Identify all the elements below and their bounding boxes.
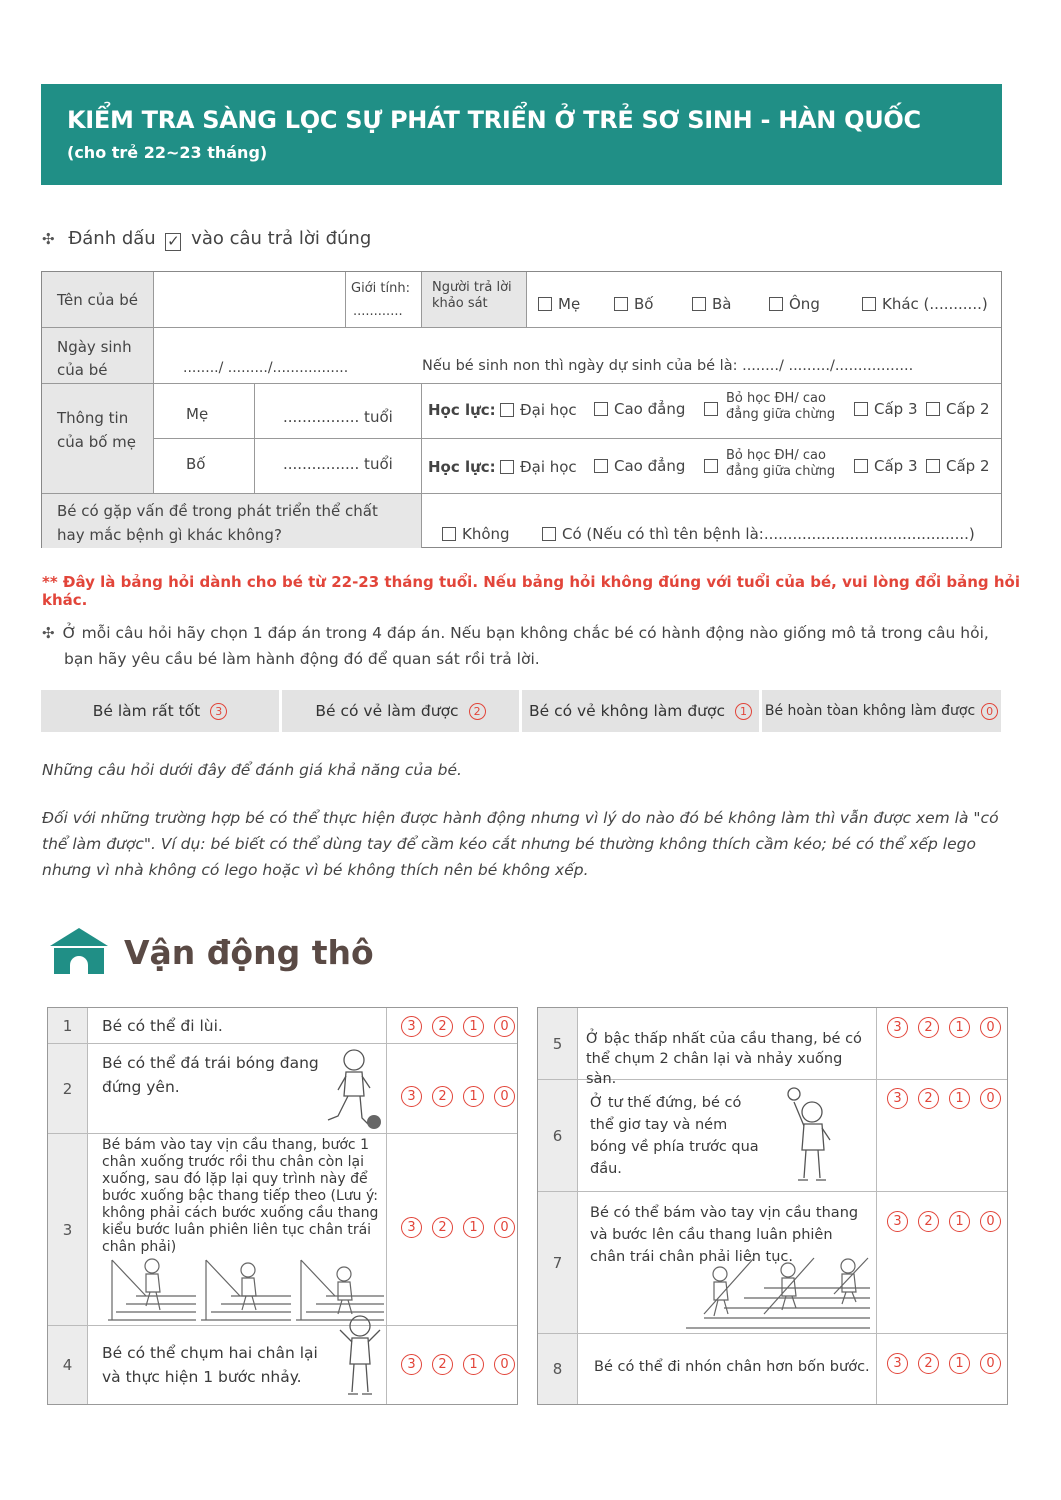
- answer-0[interactable]: 0: [494, 1354, 515, 1375]
- answer-1[interactable]: 1: [463, 1354, 484, 1375]
- answer-options: [401, 1217, 515, 1238]
- father-edu-highschool[interactable]: Cấp 3: [854, 457, 918, 475]
- question-row: 3 Bé bám vào tay vịn cầu thang, bước 1 chân xuống trước rồi thu chân còn lại xuống, sau đó lặp lại quy trình này để bước xuống bậc thang tiếp theo (Lưu ý: không phải cách bước xuống cầu thang kiểu bước luân phiên liên tục chân trái chân phải) 3 2 1 0: [48, 1134, 517, 1326]
- father-edu-secondary[interactable]: Cấp 2: [926, 457, 990, 475]
- checkbox-icon: [704, 459, 718, 473]
- dob-field[interactable]: ......../ ........./.................: [183, 360, 349, 376]
- mother-age-field[interactable]: ................ tuổi: [283, 408, 393, 426]
- child-kicking-ball-illustration: [318, 1046, 386, 1132]
- checkbox-icon: [594, 459, 608, 473]
- question-text: Bé bám vào tay vịn cầu thang, bước 1 chân xuống trước rồi thu chân còn lại xuống, sau đó lặp lại quy trình này để bước xuống bậc thang tiếp theo (Lưu ý: không phải cách bước xuống cầu thang kiểu bước luân phiên liên tục chân trái chân phải): [102, 1137, 379, 1255]
- checkbox-check-icon: ✓: [167, 232, 180, 250]
- answer-1[interactable]: 1: [463, 1016, 484, 1037]
- child-stairs-up-illustration: [684, 1254, 874, 1332]
- checkbox-icon: [769, 297, 783, 311]
- mother-edu-highschool[interactable]: Cấp 3: [854, 400, 918, 418]
- answer-0[interactable]: 0: [494, 1016, 515, 1037]
- answer-1[interactable]: 1: [949, 1353, 970, 1374]
- respondent-grandmother[interactable]: Bà: [692, 295, 731, 313]
- answer-3[interactable]: 3: [887, 1353, 908, 1374]
- child-name-label: Tên của bé: [57, 291, 139, 309]
- score-3-icon: 3: [210, 703, 227, 720]
- bullet-icon: ✣: [42, 230, 55, 248]
- section-title: Vận động thô: [124, 933, 374, 972]
- respondent-label: Người trả lời khảo sát: [432, 280, 512, 311]
- question-row: 6 Ở tư thế đứng, bé có thể giơ tay và ném bóng về phía trước qua đầu. 3 2 1 0: [538, 1080, 1007, 1192]
- answer-1[interactable]: 1: [463, 1086, 484, 1107]
- answer-0[interactable]: 0: [980, 1088, 1001, 1109]
- due-date-field[interactable]: Nếu bé sinh non thì ngày dự sinh của bé là: ......../ ........./.................: [422, 358, 914, 374]
- answer-3[interactable]: 3: [401, 1086, 422, 1107]
- answer-options: [401, 1016, 515, 1037]
- mother-edu-university[interactable]: Đại học: [500, 401, 577, 419]
- father-edu-dropout[interactable]: [704, 457, 724, 475]
- question-text: Ở bậc thấp nhất của cầu thang, bé có thể chụm 2 chân lại và nhảy xuống sàn.: [586, 1031, 862, 1087]
- questions-table-left: [47, 1007, 518, 1405]
- score-scale: [41, 690, 1001, 732]
- father-edu-dropout-label: Bỏ học ĐH/ cao đẳng giữa chừng: [726, 448, 836, 479]
- father-edu-college[interactable]: Cao đẳng: [594, 457, 685, 475]
- mother-edu-secondary[interactable]: Cấp 2: [926, 400, 990, 418]
- question-row: 2 Bé có thể đá trái bóng đang đứng yên. 3 2 1 0: [48, 1044, 517, 1134]
- answer-0[interactable]: 0: [980, 1353, 1001, 1374]
- respondent-mother[interactable]: Mẹ: [538, 295, 580, 313]
- question-row: 1 Bé có thể đi lùi. 3 2 1 0: [48, 1008, 517, 1044]
- checkbox-icon: [926, 459, 940, 473]
- answer-2[interactable]: 2: [918, 1088, 939, 1109]
- score-2-icon: 2: [469, 703, 486, 720]
- question-text: Bé có thể chụm hai chân lại và thực hiện 1 bước nhảy.: [102, 1344, 318, 1386]
- gender-label: Giới tính:: [351, 281, 410, 296]
- respondent-father[interactable]: Bố: [614, 295, 653, 313]
- parents-label: Thông tin của bố mẹ: [57, 409, 137, 451]
- instruction-line: [42, 228, 371, 251]
- mother-edu-dropout-label: Bỏ học ĐH/ cao đẳng giữa chừng: [726, 391, 836, 422]
- mother-education-label: Học lực:: [428, 401, 496, 419]
- question-row: 8 Bé có thể đi nhón chân hơn bốn bước. 3 2 1 0: [538, 1334, 1007, 1404]
- intro-paragraph: Những câu hỏi dưới đây để đánh giá khả năng của bé.: [42, 761, 462, 779]
- info-table: [41, 271, 1002, 548]
- health-no-option[interactable]: Không: [442, 525, 510, 543]
- scale-cannot: Bé có vẻ không làm được 1: [522, 690, 759, 732]
- score-1-icon: 1: [735, 703, 752, 720]
- header-banner: [41, 84, 1002, 185]
- answer-options: [401, 1354, 515, 1375]
- answer-1[interactable]: 1: [463, 1217, 484, 1238]
- answer-options: [887, 1211, 1001, 1232]
- answer-2[interactable]: 2: [432, 1217, 453, 1238]
- child-name-field[interactable]: [154, 273, 344, 326]
- mother-edu-dropout[interactable]: [704, 400, 724, 418]
- answer-3[interactable]: 3: [401, 1354, 422, 1375]
- answer-3[interactable]: 3: [401, 1016, 422, 1037]
- answer-2[interactable]: 2: [918, 1353, 939, 1374]
- answer-options: [401, 1086, 515, 1107]
- answer-3[interactable]: 3: [887, 1211, 908, 1232]
- instruction-before: Đánh dấu: [68, 228, 156, 249]
- question-row: 4 Bé có thể chụm hai chân lại và thực hiện 1 bước nhảy. 3 2 1 0: [48, 1326, 517, 1404]
- scale-very-good: Bé làm rất tốt 3: [41, 690, 279, 732]
- checkbox-icon: [926, 402, 940, 416]
- checkbox-icon: [854, 402, 868, 416]
- checkbox-icon: [500, 403, 514, 417]
- respondent-grandfather[interactable]: Ông: [769, 295, 820, 313]
- bullet-icon: ✣: [42, 624, 55, 642]
- answer-note: ✣ Ở mỗi câu hỏi hãy chọn 1 đáp án trong 4 đáp án. Nếu bạn không chắc bé có hành động nào giống mô tả trong câu hỏi, bạn hãy yêu cầu bé làm hành động đó để quan sát rồi trả lời.: [42, 624, 989, 668]
- score-0-icon: 0: [981, 703, 998, 720]
- question-text: Bé có thể đi nhón chân hơn bốn bước.: [594, 1359, 870, 1375]
- question-row: 5 Ở bậc thấp nhất của cầu thang, bé có thể chụm 2 chân lại và nhảy xuống sàn. 3 2 1 0: [538, 1008, 1007, 1080]
- answer-0[interactable]: 0: [980, 1017, 1001, 1038]
- answer-0[interactable]: 0: [494, 1217, 515, 1238]
- checkbox-icon: [442, 527, 456, 541]
- page-title: KIỂM TRA SÀNG LỌC SỰ PHÁT TRIỂN Ở TRẺ SƠ SINH - HÀN QUỐC: [67, 106, 921, 134]
- age-warning: ** Đây là bảng hỏi dành cho bé từ 22-23 tháng tuổi. Nếu bảng hỏi không đúng với tuổi của bé, vui lòng đổi bảng hỏi khác.: [42, 573, 1021, 609]
- questions-table-right: [537, 1007, 1008, 1405]
- instruction-after: vào câu trả lời đúng: [191, 228, 372, 249]
- answer-2[interactable]: 2: [432, 1086, 453, 1107]
- answer-1[interactable]: 1: [949, 1088, 970, 1109]
- checkbox-icon: [594, 402, 608, 416]
- checkbox-icon: [854, 459, 868, 473]
- answer-2[interactable]: 2: [432, 1016, 453, 1037]
- answer-2[interactable]: 2: [918, 1017, 939, 1038]
- answer-0[interactable]: 0: [494, 1086, 515, 1107]
- health-question: Bé có gặp vấn đề trong phát triển thể chất hay mắc bệnh gì khác không?: [57, 502, 378, 544]
- checkbox-icon: [500, 460, 514, 474]
- checkbox-icon: [862, 297, 876, 311]
- answer-2[interactable]: 2: [918, 1211, 939, 1232]
- answer-3[interactable]: 3: [401, 1217, 422, 1238]
- question-text: Ở tư thế đứng, bé có thể giơ tay và ném bóng về phía trước qua đầu.: [590, 1095, 759, 1177]
- child-jumping-illustration: [330, 1310, 390, 1402]
- dob-label: Ngày sinh của bé: [57, 338, 132, 379]
- answer-options: [887, 1017, 1001, 1038]
- answer-3[interactable]: 3: [887, 1017, 908, 1038]
- gender-field[interactable]: ............: [353, 304, 403, 319]
- father-education-label: Học lực:: [428, 458, 496, 476]
- question-text: Bé có thể đá trái bóng đang đứng yên.: [102, 1054, 319, 1096]
- house-icon: [48, 926, 110, 976]
- question-row: 7 Bé có thể bám vào tay vịn cầu thang và bước lên cầu thang luân phiên chân trái chân phải liên tục. 3 2 1 0: [538, 1192, 1007, 1334]
- checkbox-icon: [542, 527, 556, 541]
- checkbox-icon: [614, 297, 628, 311]
- child-throwing-ball-illustration: [778, 1086, 844, 1186]
- answer-1[interactable]: 1: [949, 1017, 970, 1038]
- mother-label: Mẹ: [186, 405, 209, 423]
- question-text: Bé có thể đi lùi.: [102, 1017, 223, 1035]
- answer-options: [887, 1353, 1001, 1374]
- answer-0[interactable]: 0: [980, 1211, 1001, 1232]
- answer-options: [887, 1088, 1001, 1109]
- father-edu-university[interactable]: Đại học: [500, 458, 577, 476]
- answer-1[interactable]: 1: [949, 1211, 970, 1232]
- answer-2[interactable]: 2: [432, 1354, 453, 1375]
- father-age-field[interactable]: ................ tuổi: [283, 455, 393, 473]
- scale-not-at-all: Bé hoàn tòan không làm được 0: [762, 690, 1001, 732]
- answer-3[interactable]: 3: [887, 1088, 908, 1109]
- explanation-paragraph: Đối với những trường hợp bé có thể thực hiện được hành động nhưng vì lý do nào đó bé không làm thì vẫn được xem là "có thể làm được". Ví dụ: bé biết có thể dùng tay để cầm kéo cắt nhưng bé thường không thích cầm kéo; bé có thể xếp lego nhưng vì nhà không có lego hoặc vì bé không thích nên bé không xếp.: [42, 809, 999, 879]
- scale-can-do: Bé có vẻ làm được 2: [282, 690, 519, 732]
- mother-edu-college[interactable]: Cao đẳng: [594, 400, 685, 418]
- health-yes-option[interactable]: Có (Nếu có thì tên bệnh là:...........................................): [542, 525, 975, 543]
- checkbox-icon: [692, 297, 706, 311]
- father-label: Bố: [186, 455, 206, 473]
- page-subtitle: (cho trẻ 22~23 tháng): [67, 143, 268, 162]
- checkbox-icon: [538, 297, 552, 311]
- checkbox-icon: [704, 402, 718, 416]
- respondent-other[interactable]: Khác (...........): [862, 295, 988, 313]
- question-text: Bé có thể bám vào tay vịn cầu thang và bước lên cầu thang luân phiên chân trái chân phải liên tục.: [590, 1205, 859, 1265]
